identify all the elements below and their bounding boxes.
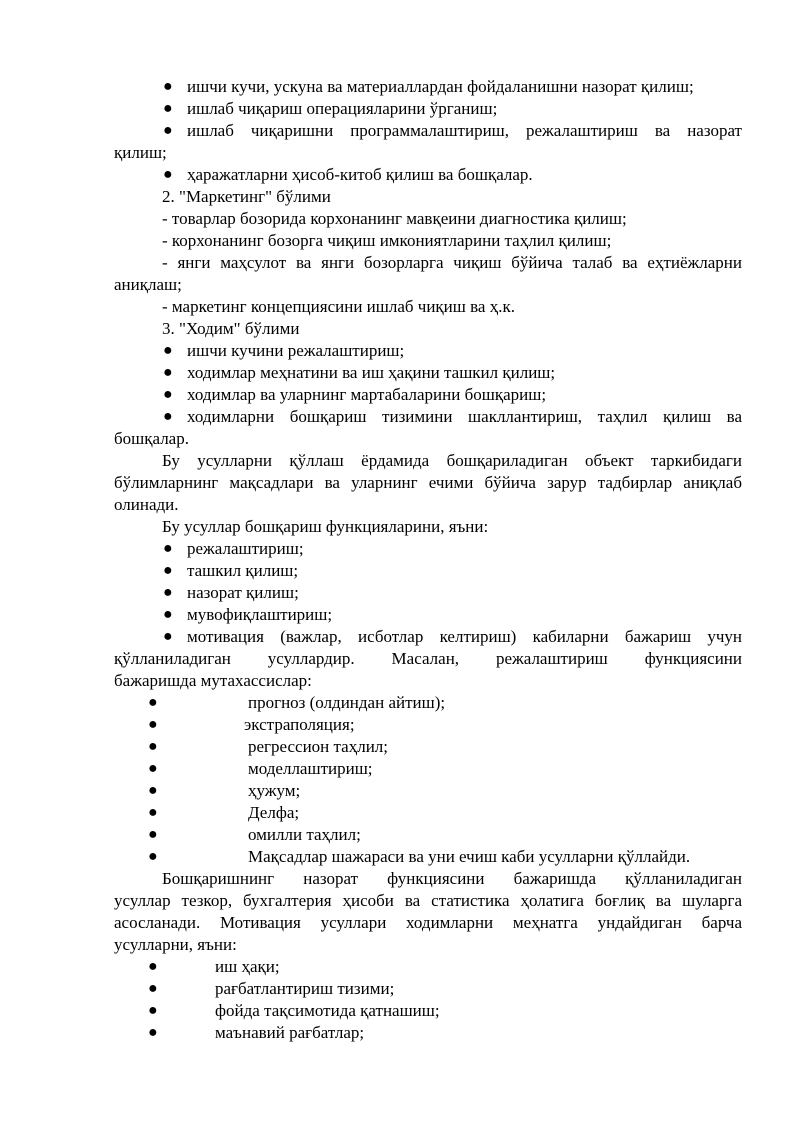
paragraph-line: олинади. [114,495,179,514]
bullet-icon: ● [148,694,158,711]
section-heading: 2. "Маркетинг" бўлими [162,187,331,206]
bullet-icon: ● [148,958,158,975]
list-item: мувофиқлаштириш; [187,605,333,624]
list-item: прогноз (олдиндан айтиш); [248,693,446,712]
bullet-icon: ● [148,760,158,777]
bullet-icon: ● [163,562,173,579]
bullet-icon: ● [163,364,173,381]
list-item-continuation: қилиш; [114,143,167,162]
list-item: ҳужум; [248,781,301,800]
list-item: режалаштириш; [187,539,304,558]
list-item: ишлаб чиқариш операцияларини ўрганиш; [187,99,498,118]
list-item: ходимлар ва уларнинг мартабаларини бошқариш; [187,385,547,404]
list-item: ишчи кучи, ускуна ва материаллардан фойдаланишни назорат қилиш; [187,77,694,96]
bullet-icon: ● [163,408,173,425]
dash-item: - маркетинг концепциясини ишлаб чиқиш ва ҳ.к. [162,297,515,316]
list-item: ҳаражатларни ҳисоб-китоб қилиш ва бошқалар. [187,165,533,184]
dash-item: - янги маҳсулот ва янги бозорларга чиқиш бўйича талаб ва еҳтиёжларни [162,253,742,272]
bullet-icon: ● [148,848,158,865]
list-item: моделлаштириш; [248,759,373,778]
bullet-icon: ● [148,782,158,799]
bullet-icon: ● [163,540,173,557]
list-item: ишлаб чиқаришни программалаштириш, режалаштириш ва назорат [187,121,742,140]
list-item: маънавий рағбатлар; [215,1023,365,1042]
list-item: иш ҳақи; [215,957,280,976]
list-item: рағбатлантириш тизими; [215,979,395,998]
section-heading: 3. "Ходим" бўлими [162,319,300,338]
paragraph-line: Бу усуллар бошқариш функцияларини, яъни: [162,517,489,536]
list-item: ташкил қилиш; [187,561,299,580]
list-item: назорат қилиш; [187,583,299,602]
dash-item-continuation: аниқлаш; [114,275,182,294]
paragraph-line: Бу усулларни қўллаш ёрдамида бошқариладиган объект таркибидаги [162,451,742,470]
list-item: Делфа; [248,803,300,822]
bullet-icon: ● [163,100,173,117]
list-item: регрессион таҳлил; [248,737,388,756]
bullet-icon: ● [163,166,173,183]
bullet-icon: ● [148,716,158,733]
bullet-icon: ● [148,1024,158,1041]
dash-item: - товарлар бозорида корхонанинг мавқеини диагностика қилиш; [162,209,627,228]
bullet-icon: ● [148,980,158,997]
list-item-continuation: қўлланиладиган усуллардир. Масалан, режалаштириш функциясини [114,649,742,668]
bullet-icon: ● [163,584,173,601]
bullet-icon: ● [148,804,158,821]
bullet-icon: ● [148,1002,158,1019]
list-item: экстраполяция; [244,715,355,734]
list-item: ходимларни бошқариш тизимини шакллантириш, таҳлил қилиш ва [187,407,742,426]
paragraph-line: Бошқаришнинг назорат функциясини бажаришда қўлланиладиган [162,869,742,888]
bullet-icon: ● [163,342,173,359]
list-item: Мақсадлар шажараси ва уни ечиш каби усулларни қўллайди. [248,847,691,866]
bullet-icon: ● [163,628,173,645]
paragraph-line: бўлимларнинг мақсадлари ва уларнинг ечими бўйича зарур тадбирлар аниқлаб [114,473,742,492]
list-item-continuation: бошқалар. [114,429,189,448]
list-item-continuation: бажаришда мутахассислар: [114,671,312,690]
paragraph-line: усулларни, яъни: [114,935,237,954]
bullet-icon: ● [163,386,173,403]
bullet-icon: ● [148,738,158,755]
list-item: омилли таҳлил; [248,825,361,844]
bullet-icon: ● [148,826,158,843]
paragraph-line: усуллар тезкор, бухгалтерия ҳисоби ва статистика ҳолатига боғлиқ ва шуларга [114,891,742,910]
dash-item: - корхонанинг бозорга чиқиш имкониятларини таҳлил қилиш; [162,231,612,250]
paragraph-line: асосланади. Мотивация усуллари ходимларни меҳнатга ундайдиган барча [114,913,742,932]
list-item: мотивация (важлар, исботлар келтириш) кабиларни бажариш учун [187,627,742,646]
bullet-icon: ● [163,122,173,139]
bullet-icon: ● [163,606,173,623]
list-item: ходимлар меҳнатини ва иш ҳақини ташкил қилиш; [187,363,556,382]
list-item: ишчи кучини режалаштириш; [187,341,405,360]
bullet-icon: ● [163,78,173,95]
list-item: фойда тақсимотида қатнашиш; [215,1001,440,1020]
